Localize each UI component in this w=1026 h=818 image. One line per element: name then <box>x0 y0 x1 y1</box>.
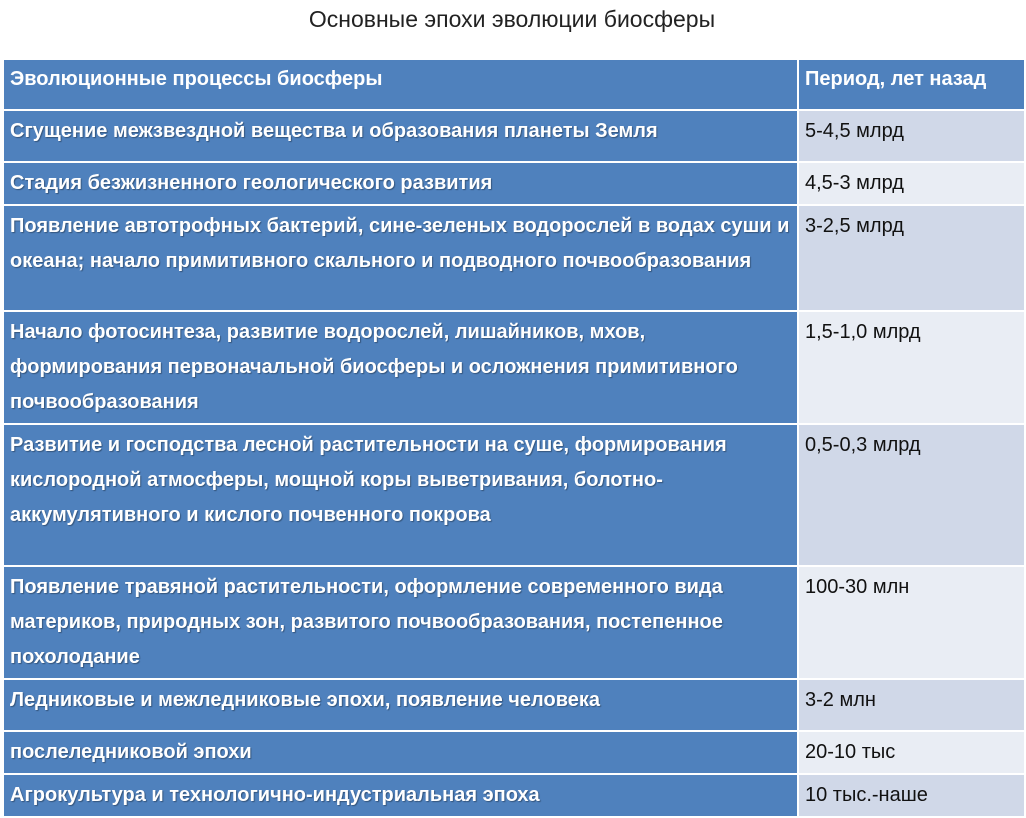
table-header-row <box>3 59 1025 110</box>
table-row <box>3 205 1025 311</box>
process-cell: Появление травяной растительности, оформление современного вида материков, природных зон, развитого почвообразования, постепенное похолодание <box>3 566 798 679</box>
period-cell: 4,5-3 млрд <box>798 162 1025 205</box>
period-cell: 20-10 тыс <box>798 731 1025 774</box>
process-cell: Стадия безжизненного геологического развития <box>3 162 798 205</box>
epochs-table <box>2 58 1026 818</box>
process-cell: Начало фотосинтеза, развитие водорослей, лишайников, мхов, формирования первоначальной биосферы и осложнения примитивного почвообразования <box>3 311 798 424</box>
period-cell: 1,5-1,0 млрд <box>798 311 1025 424</box>
table-row <box>3 566 1025 679</box>
period-cell: 5-4,5 млрд <box>798 110 1025 162</box>
period-cell: 3-2 млн <box>798 679 1025 731</box>
period-cell: 10 тыс.-наше <box>798 774 1025 817</box>
period-cell: 100-30 млн <box>798 566 1025 679</box>
table-row <box>3 679 1025 731</box>
process-cell: Появление автотрофных бактерий, сине-зеленых водорослей в водах суши и океана; начало примитивного скального и подводного почвообразования <box>3 205 798 311</box>
table-row <box>3 110 1025 162</box>
period-cell: 3-2,5 млрд <box>798 205 1025 311</box>
process-cell: Сгущение межзвездной вещества и образования планеты Земля <box>3 110 798 162</box>
period-cell: 0,5-0,3 млрд <box>798 424 1025 566</box>
table-row <box>3 731 1025 774</box>
table-row <box>3 424 1025 566</box>
process-cell: Агрокультура и технологично-индустриальная эпоха <box>3 774 798 817</box>
page-title: Основные эпохи эволюции биосферы <box>308 6 716 32</box>
table-row <box>3 311 1025 424</box>
column-header-processes: Эволюционные процессы биосферы <box>3 59 798 110</box>
column-header-period: Период, лет назад <box>798 59 1025 110</box>
table-row <box>3 774 1025 817</box>
table-row <box>3 162 1025 205</box>
process-cell: послеледниковой эпохи <box>3 731 798 774</box>
process-cell: Развитие и господства лесной растительности на суше, формирования кислородной атмосферы, мощной коры выветривания, болотно-аккумулятивного и кислого почвенного покрова <box>3 424 798 566</box>
process-cell: Ледниковые и межледниковые эпохи, появление человека <box>3 679 798 731</box>
